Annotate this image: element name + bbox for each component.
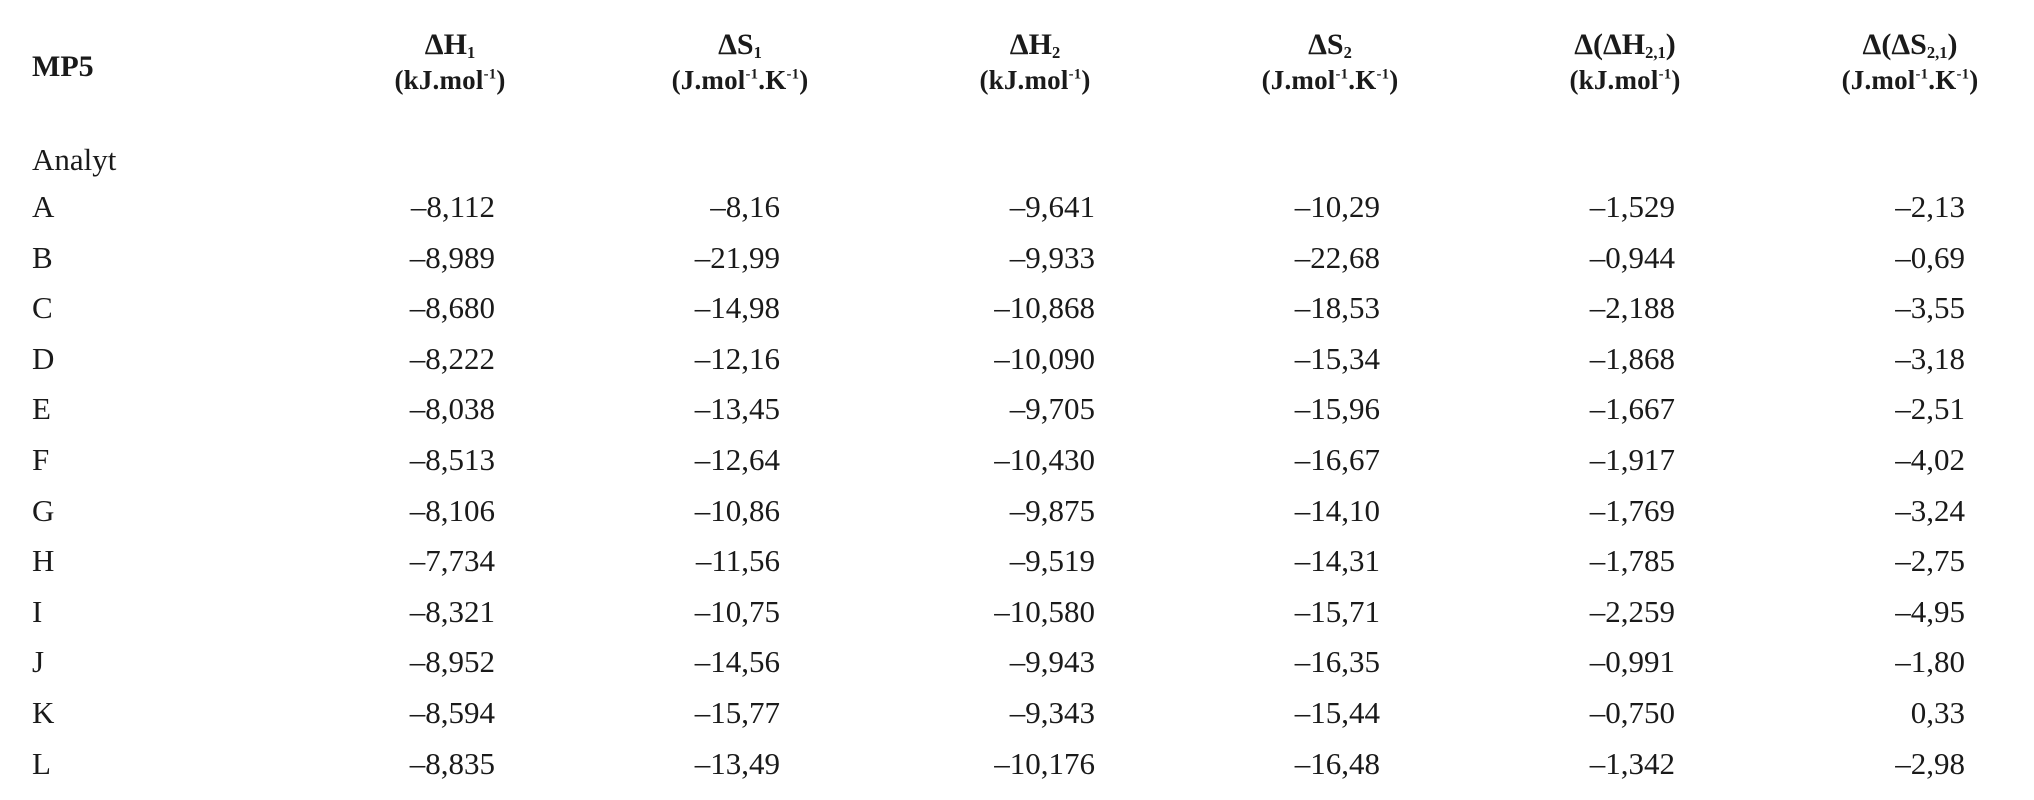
table-cell: –1,80 (1895, 644, 1965, 680)
table-cell: –8,680 (409, 290, 495, 326)
column-header (320, 26, 580, 97)
table-cell: –10,090 (994, 340, 1095, 376)
column-header-symbol: $\Delta H_1$ (424, 28, 476, 63)
table-cell: –22,68 (1294, 239, 1380, 275)
row-label: G (32, 492, 55, 528)
table-cell: –18,53 (1294, 290, 1380, 326)
table-cell: –2,51 (1895, 391, 1965, 427)
table-cell: –2,188 (1589, 290, 1675, 326)
row-label: A (32, 189, 55, 224)
column-header-symbol: $\Delta S_2$ (1308, 28, 1352, 63)
row-label: E (32, 391, 51, 427)
column-header-symbol: $\Delta(\Delta H_{2,1})$ (1574, 28, 1676, 63)
table-cell: –16,67 (1294, 442, 1380, 477)
column-header (610, 26, 870, 97)
table-cell: –15,34 (1294, 340, 1380, 376)
table-cell: –10,868 (994, 290, 1095, 326)
row-label: I (32, 593, 43, 629)
table-cell: –3,18 (1895, 340, 1965, 376)
column-header (1780, 26, 2034, 97)
table-cell: –9,705 (1009, 391, 1095, 427)
table-cell: –0,991 (1589, 644, 1675, 680)
table-cell: –2,98 (1895, 745, 1965, 781)
row-label: B (32, 239, 53, 275)
table-cell: –14,10 (1294, 492, 1380, 528)
column-header (1200, 26, 1460, 97)
table-cell: –10,580 (994, 593, 1095, 629)
row-label: C (32, 290, 53, 326)
table-cell: –8,321 (409, 593, 495, 629)
table-cell: –15,96 (1294, 391, 1380, 427)
table-cell: –2,75 (1895, 543, 1965, 579)
table-cell: –10,75 (694, 593, 780, 629)
column-header-unit: (kJ.mol$^{-1}$) (394, 64, 506, 95)
table-cell: –1,917 (1589, 442, 1675, 477)
table-cell: –8,835 (409, 745, 495, 781)
table-cell: –9,943 (1009, 644, 1095, 680)
table-cell: –9,933 (1009, 239, 1095, 275)
table-cell: –12,16 (694, 340, 780, 376)
table-cell: –1,529 (1589, 189, 1675, 224)
table-cell: –15,44 (1294, 695, 1380, 730)
table-cell: –8,222 (409, 340, 495, 376)
table-cell: –13,45 (694, 391, 780, 427)
table-cell: –8,594 (409, 695, 495, 730)
table-cell: –14,98 (694, 290, 780, 326)
table-cell: –9,519 (1009, 543, 1095, 579)
table-cell: –4,95 (1895, 593, 1965, 629)
table-cell: –10,430 (994, 442, 1095, 477)
table-cell: –13,49 (694, 745, 780, 781)
table-cell: –8,106 (409, 492, 495, 528)
column-header-symbol: $\Delta H_2$ (1009, 28, 1061, 63)
table-cell: –14,31 (1294, 543, 1380, 579)
table-cell: –10,176 (994, 745, 1095, 781)
table-cell: –1,868 (1589, 340, 1675, 376)
table-cell: –8,952 (409, 644, 495, 680)
table-cell: –1,342 (1589, 745, 1675, 781)
table-cell: –8,112 (410, 189, 495, 224)
table-cell: –8,989 (409, 239, 495, 275)
column-header-unit: $(J.mol^{-1}.K^{-1})$ (1841, 64, 1979, 95)
table-cell: –0,944 (1589, 239, 1675, 275)
row-label: D (32, 340, 55, 376)
table-cell: –1,769 (1589, 492, 1675, 528)
table-corner-label: MP5 (32, 50, 94, 83)
column-header-symbol: $\Delta S_1$ (718, 28, 762, 63)
column-header-unit: (kJ.mol$^{-1}$) (979, 64, 1091, 95)
table-cell: –9,343 (1009, 695, 1095, 730)
table-cell: –9,641 (1009, 189, 1095, 224)
column-header (905, 26, 1165, 97)
table-cell: –8,16 (710, 189, 780, 224)
table-cell: –8,038 (409, 391, 495, 427)
table-cell: –2,13 (1895, 189, 1965, 224)
table-cell: –15,71 (1294, 593, 1380, 629)
table-cell: –21,99 (694, 239, 780, 275)
table-cell: –1,667 (1589, 391, 1675, 427)
column-header-unit: (kJ.mol$^{-1}$) (1569, 64, 1681, 95)
table-cell: –1,785 (1589, 543, 1675, 579)
table-cell: –8,513 (409, 442, 495, 477)
row-label: F (32, 442, 50, 477)
table-cell: –0,69 (1895, 239, 1965, 275)
table-cell: –7,734 (409, 543, 495, 579)
row-label: H (32, 543, 55, 579)
column-header (1495, 26, 1755, 97)
table-cell: –15,77 (694, 695, 780, 730)
row-label: J (32, 644, 45, 680)
table-cell: –4,02 (1895, 442, 1965, 477)
table-cell: –16,35 (1294, 644, 1380, 680)
table-cell: –12,64 (694, 442, 780, 477)
table-cell: –10,29 (1294, 189, 1380, 224)
table-cell: –11,56 (695, 543, 780, 579)
table-cell: –0,750 (1589, 695, 1675, 730)
column-header-unit: $(J.mol^{-1}.K^{-1})$ (671, 64, 809, 95)
table-cell: –16,48 (1294, 745, 1380, 781)
column-header-symbol: $\Delta(\Delta S_{2,1})$ (1862, 28, 1958, 63)
table-cell: –2,259 (1589, 593, 1675, 629)
row-label: K (32, 695, 55, 730)
table-cell: –9,875 (1009, 492, 1095, 528)
row-label: L (32, 745, 51, 781)
table-cell: –3,24 (1895, 492, 1965, 528)
table-cell: –10,86 (694, 492, 780, 528)
table-cell: 0,33 (1910, 695, 1965, 730)
table-cell: –14,56 (694, 644, 780, 680)
table-cell: –3,55 (1895, 290, 1965, 326)
column-header-unit: $(J.mol^{-1}.K^{-1})$ (1261, 64, 1399, 95)
section-label: Analyt (32, 142, 117, 177)
